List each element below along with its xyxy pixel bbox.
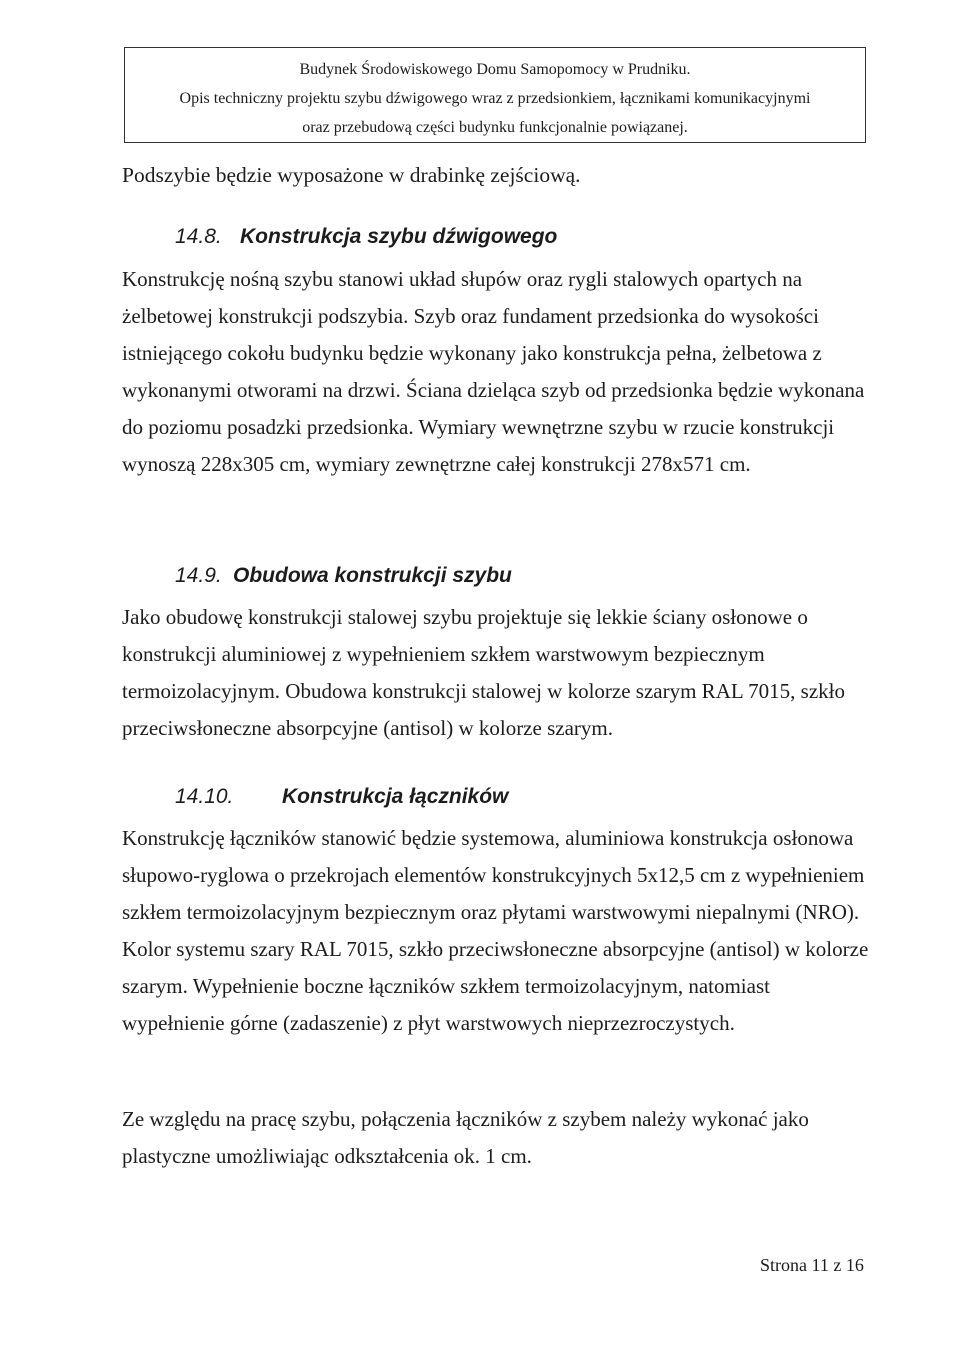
section-number: 14.8.: [175, 225, 222, 248]
page-number: Strona 11 z 16: [760, 1255, 864, 1275]
document-header: [124, 47, 866, 143]
section-14-8-paragraph: Konstrukcję nośną szybu stanowi układ słupów oraz rygli stalowych opartych na żelbetowej konstrukcji podszybia. Szyb oraz fundament przedsionka do wysokości istniejącego cokołu budynku będzie wykonany jako konstrukcja pełna, żelbetowa z wykonanymi otworami na drzwi. Ściana dzieląca szyb od przedsionka będzie wykonana do poziomu posadzki przedsionka. Wymiary wewnętrzne szybu w rzucie konstrukcji wynoszą 228x305 cm, wymiary zewnętrzne całej konstrukcji 278x571 cm.: [122, 267, 865, 476]
section-number: 14.10.: [175, 785, 234, 808]
header-line-2: Opis techniczny projektu szybu dźwigowego wraz z przedsionkiem, łącznikami komunikacyjnymi: [179, 90, 811, 107]
header-line-3: oraz przebudową części budynku funkcjonalnie powiązanej.: [302, 119, 688, 136]
section-number: 14.9.: [175, 564, 222, 587]
section-heading-14-10: [175, 785, 508, 809]
intro-paragraph: Podszybie będzie wyposażone w drabinkę zejściową.: [122, 163, 581, 187]
section-title: Konstrukcja szybu dźwigowego: [240, 225, 558, 248]
section-title: Konstrukcja łączników: [282, 785, 509, 808]
section-heading-14-8: [175, 225, 557, 249]
section-heading-14-9: [175, 564, 512, 588]
section-14-10-paragraph-1: Konstrukcję łączników stanowić będzie systemowa, aluminiowa konstrukcja osłonowa słupowo-ryglowa o przekrojach elementów konstrukcyjnych 5x12,5 cm z wypełnieniem szkłem termoizolacyjnym bezpiecznym oraz płytami warstwowymi niepalnymi (NRO). Kolor systemu szary RAL 7015, szkło przeciwsłoneczne absorpcyjne (antisol) w kolorze szarym. Wypełnienie boczne łączników szkłem termoizolacyjnym, natomiast wypełnienie górne (zadaszenie) z płyt warstwowych nieprzezroczystych.: [122, 826, 869, 1035]
section-14-10-paragraph-2: Ze względu na pracę szybu, połączenia łączników z szybem należy wykonać jako plastyczne umożliwiając odkształcenia ok. 1 cm.: [122, 1107, 809, 1168]
header-line-1: Budynek Środowiskowego Domu Samopomocy w Prudniku.: [299, 61, 691, 78]
section-14-9-paragraph: Jako obudowę konstrukcji stalowej szybu projektuje się lekkie ściany osłonowe o konstrukcji aluminiowej z wypełnieniem szkłem warstwowym bezpiecznym termoizolacyjnym. Obudowa konstrukcji stalowej w kolorze szarym RAL 7015, szkło przeciwsłoneczne absorpcyjne (antisol) w kolorze szarym.: [122, 605, 845, 740]
section-title: Obudowa konstrukcji szybu: [233, 564, 512, 587]
